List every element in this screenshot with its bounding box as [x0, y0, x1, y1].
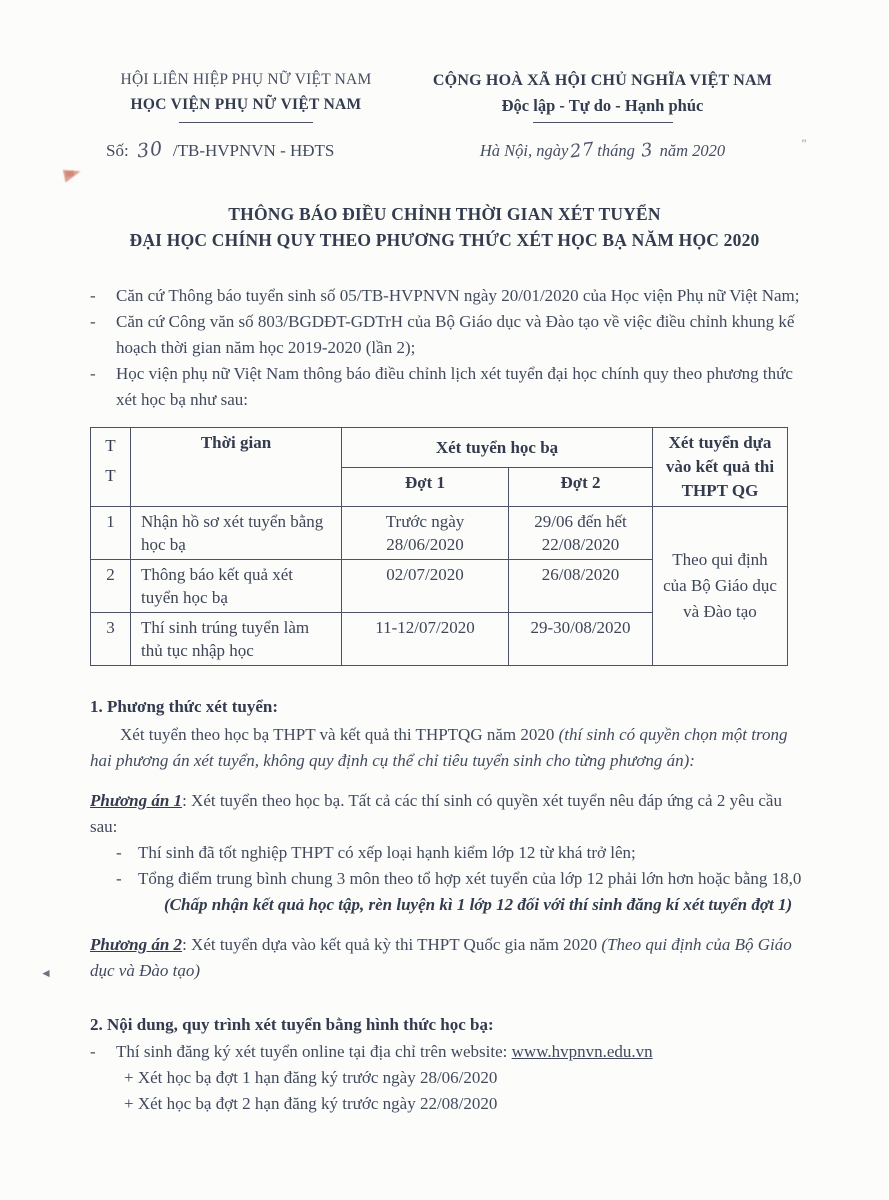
national-header-block: [402, 70, 803, 123]
section-1-italic-note: (thí sinh có quyền chọn một trong hai phương án xét tuyển, không quy định cụ thể chỉ tiêu tuyển sinh cho từng phương án):: [90, 725, 788, 770]
dash-marker: -: [116, 869, 122, 888]
bullet-text: Tổng điểm trung bình chung 3 môn theo tổ hợp xét tuyển của lớp 12 phải lớn hơn hoặc bằng 18,0: [138, 869, 802, 888]
tt-label: TT: [105, 436, 116, 485]
date-month-handwritten: 3: [639, 139, 655, 162]
merged-note-cell: Theo qui định của Bộ Giáo dục và Đào tạo: [653, 507, 788, 666]
website-link[interactable]: www.hvpnvn.edu.vn: [511, 1042, 653, 1061]
section-2-bullet: [90, 1039, 803, 1065]
issuing-org-block: [90, 70, 402, 123]
table-row: [91, 507, 788, 560]
sub-line-dot2: + Xét học bạ đợt 2 hạn đăng ký trước ngày 22/08/2020: [124, 1094, 498, 1113]
col-header-dot1: Đợt 1: [342, 467, 509, 507]
option-1-bullet: [116, 840, 803, 866]
option-1-text: : Xét tuyển theo học bạ. Tất cả các thí sinh có quyền xét tuyển nêu đáp ứng cả 2 yêu cầu sau:: [90, 791, 782, 836]
col-header-hocba: Xét tuyển học bạ: [342, 428, 653, 468]
stray-quote-artifact: ”: [800, 136, 807, 150]
national-title: CỘNG HOÀ XÃ HỘI CHỦ NGHĨA VIỆT NAM: [432, 72, 773, 89]
section-2: [90, 1012, 803, 1117]
doc-number-handwritten: 30: [135, 137, 165, 163]
doc-number-suffix: /TB-HVPNVN - HĐTS: [172, 141, 335, 160]
bullet-text: Thí sinh đã tốt nghiệp THPT có xếp loại hạnh kiểm lớp 12 từ khá trở lên;: [138, 843, 636, 862]
doc-title-line1: THÔNG BÁO ĐIỀU CHỈNH THỜI GIAN XÉT TUYỂN: [228, 204, 661, 224]
option-2-label: Phương án 2: [90, 935, 183, 954]
option-2-paragraph: [90, 932, 803, 984]
row-number: 3: [91, 613, 131, 666]
section-2-bullet-text: [116, 1039, 653, 1065]
row-dot2: 29/06 đến hết 22/08/2020: [509, 507, 653, 560]
schedule-table-wrap: [90, 427, 889, 666]
preamble-item: [90, 283, 803, 309]
row-number: 2: [91, 560, 131, 613]
national-motto: Độc lập - Tự do - Hạnh phúc: [501, 96, 704, 115]
preamble-text: Học viện phụ nữ Việt Nam thông báo điều chỉnh lịch xét tuyển đại học chính quy theo phương thức xét học bạ như sau:: [116, 364, 793, 409]
dash-marker: -: [90, 312, 96, 331]
row-label: Thông báo kết quả xét tuyển học bạ: [131, 560, 342, 613]
col-header-tt: [91, 428, 131, 507]
row-dot2: 29-30/08/2020: [509, 613, 653, 666]
issue-date: [402, 140, 803, 161]
dash-marker: -: [116, 843, 122, 862]
row-label: Nhận hồ sơ xét tuyển bằng học bạ: [131, 507, 342, 560]
section-1-paragraph: [90, 722, 803, 774]
option-1-label: Phương án 1: [90, 791, 183, 810]
register-online-text: Thí sinh đăng ký xét tuyển online tại địa chỉ trên website:: [116, 1042, 512, 1061]
option-1-bullets: [116, 840, 803, 918]
option-1-paragraph: [90, 788, 803, 840]
option-2-italic-note: (Theo qui định của Bộ Giáo dục và Đào tạo): [90, 935, 792, 980]
section-1-heading: 1. Phương thức xét tuyển:: [90, 697, 279, 716]
preamble-text: Căn cứ Thông báo tuyển sinh số 05/TB-HVPNVN ngày 20/01/2020 của Học viện Phụ nữ Việt Nam;: [116, 286, 800, 305]
doc-number: [90, 139, 402, 161]
preamble-item: [90, 361, 803, 413]
section-1-text: Xét tuyển theo học bạ THPT và kết quả thi THPTQG năm 2020: [120, 725, 559, 744]
row-number: 1: [91, 507, 131, 560]
col-header-thpt: Xét tuyển dựa vào kết quả thi THPT QG: [653, 428, 788, 507]
date-suffix: năm 2020: [659, 141, 726, 160]
option-1-bullet: [116, 866, 803, 892]
section-2-heading: 2. Nội dung, quy trình xét tuyển bằng hình thức học bạ:: [90, 1015, 494, 1034]
row-dot2: 26/08/2020: [509, 560, 653, 613]
org-underline: [179, 122, 313, 123]
motto-underline: [533, 122, 673, 123]
doc-title-line2: ĐẠI HỌC CHÍNH QUY THEO PHƯƠNG THỨC XÉT HỌC BẠ NĂM HỌC 2020: [129, 230, 760, 250]
col-header-dot2: Đợt 2: [509, 467, 653, 507]
row-label: Thí sinh trúng tuyển làm thủ tục nhập học: [131, 613, 342, 666]
org-name: HỌC VIỆN PHỤ NỮ VIỆT NAM: [130, 96, 362, 113]
preamble-list: [90, 283, 803, 413]
doc-title: [0, 201, 889, 253]
option-2-text: : Xét tuyển dựa vào kết quả kỳ thi THPT Quốc gia năm 2020: [182, 935, 602, 954]
schedule-table: [90, 427, 788, 666]
row-dot1: 02/07/2020: [342, 560, 509, 613]
dash-marker: -: [90, 364, 96, 383]
meta-row: [0, 123, 889, 161]
row-dot1: Trước ngày 28/06/2020: [342, 507, 509, 560]
dash-marker: -: [90, 286, 96, 305]
sub-line-dot1: + Xét học bạ đợt 1 hạn đăng ký trước ngày 28/06/2020: [124, 1068, 498, 1087]
date-day-handwritten: 27: [569, 138, 597, 163]
col-header-time: Thời gian: [131, 428, 342, 507]
doc-number-label: Số:: [106, 141, 129, 160]
option-1-note: (Chấp nhận kết quả học tập, rèn luyện kì 1 lớp 12 đối với thí sinh đăng kí xét tuyển đợt 1): [164, 895, 793, 914]
dash-marker: -: [90, 1042, 96, 1061]
preamble-text: Căn cứ Công văn số 803/BGDĐT-GDTrH của Bộ Giáo dục và Đào tạo về việc điều chỉnh khung kế hoạch thời gian năm học 2019-2020 (lần 2);: [116, 312, 795, 357]
org-parent-name: HỘI LIÊN HIỆP PHỤ NỮ VIỆT NAM: [120, 71, 372, 88]
date-prefix: Hà Nội, ngày: [479, 141, 569, 160]
preamble-item: [90, 309, 803, 361]
red-ink-smudge-artifact: [63, 166, 82, 182]
date-mid: tháng: [597, 141, 635, 160]
letterhead: [0, 0, 889, 123]
left-arrow-artifact: ◄: [40, 966, 52, 980]
section-1: [90, 694, 803, 984]
row-dot1: 11-12/07/2020: [342, 613, 509, 666]
